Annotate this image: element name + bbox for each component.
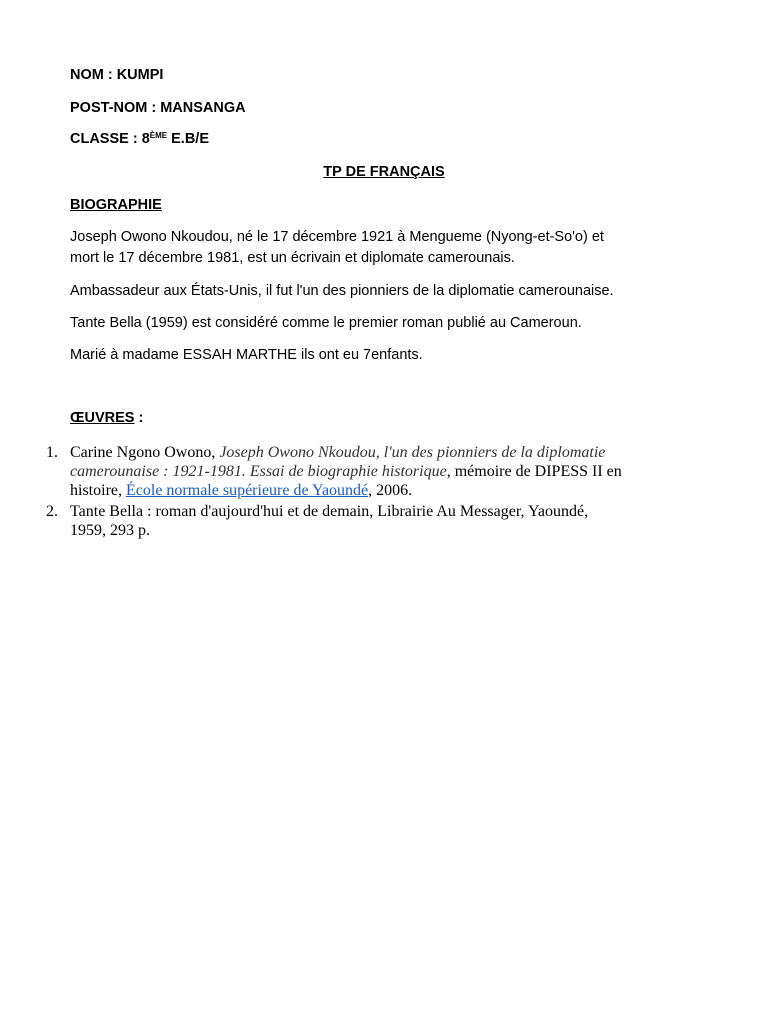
classe-suffix: E.B/E <box>167 131 210 147</box>
biography-paragraph-3: Tante Bella (1959) est considéré comme le premier roman publié au Cameroun. <box>70 315 582 331</box>
biography-paragraph-2: Ambassadeur aux États-Unis, il fut l'un des pionniers de la diplomatie camerounaise. <box>70 283 614 299</box>
list-item-text <box>70 443 720 500</box>
biography-heading: BIOGRAPHIE <box>70 197 162 213</box>
works-heading-label: ŒUVRES <box>70 410 135 426</box>
biography-paragraph-4: Marié à madame ESSAH MARTHE ils ont eu 7enfants. <box>70 347 423 363</box>
document-title: TP DE FRANÇAIS <box>323 164 445 180</box>
work-author: Carine Ngono Owono, <box>70 444 220 461</box>
biography-paragraph-1-line-1: Joseph Owono Nkoudou, né le 17 décembre 1921 à Mengueme (Nyong-et-So'o) et <box>70 229 604 245</box>
work-title-part-2: camerounaise : 1921-1981. Essai de biographie historique <box>70 463 447 480</box>
classe-prefix: CLASSE : 8 <box>70 131 150 147</box>
work-title-part-1: Joseph Owono Nkoudou, l'un des pionniers de la diplomatie <box>219 444 606 461</box>
nom-line: NOM : KUMPI <box>70 67 164 83</box>
postnom-line: POST-NOM : MANSANGA <box>70 100 246 116</box>
list-item <box>46 502 726 542</box>
work-details: , mémoire de DIPESS II en <box>446 463 622 480</box>
classe-line <box>70 131 209 147</box>
work-field: histoire, <box>70 482 126 499</box>
list-item <box>46 443 726 503</box>
list-item-text <box>70 502 720 540</box>
list-number: 1. <box>46 444 58 461</box>
classe-superscript: ÈME <box>149 131 168 140</box>
list-item-line <box>70 443 720 462</box>
biography-paragraph-1-line-2: mort le 17 décembre 1981, est un écrivain et diplomate camerounais. <box>70 250 515 266</box>
list-item-line <box>70 481 720 500</box>
works-heading-colon: : <box>134 410 144 426</box>
works-heading <box>70 410 143 426</box>
work-year: , 2006. <box>368 482 413 499</box>
institution-link[interactable]: École normale supérieure de Yaoundé <box>126 482 369 499</box>
list-item-line <box>70 462 720 481</box>
list-number: 2. <box>46 503 58 520</box>
list-item-line: 1959, 293 p. <box>70 522 150 539</box>
list-item-line: Tante Bella : roman d'aujourd'hui et de demain, Librairie Au Messager, Yaoundé, <box>70 503 589 520</box>
